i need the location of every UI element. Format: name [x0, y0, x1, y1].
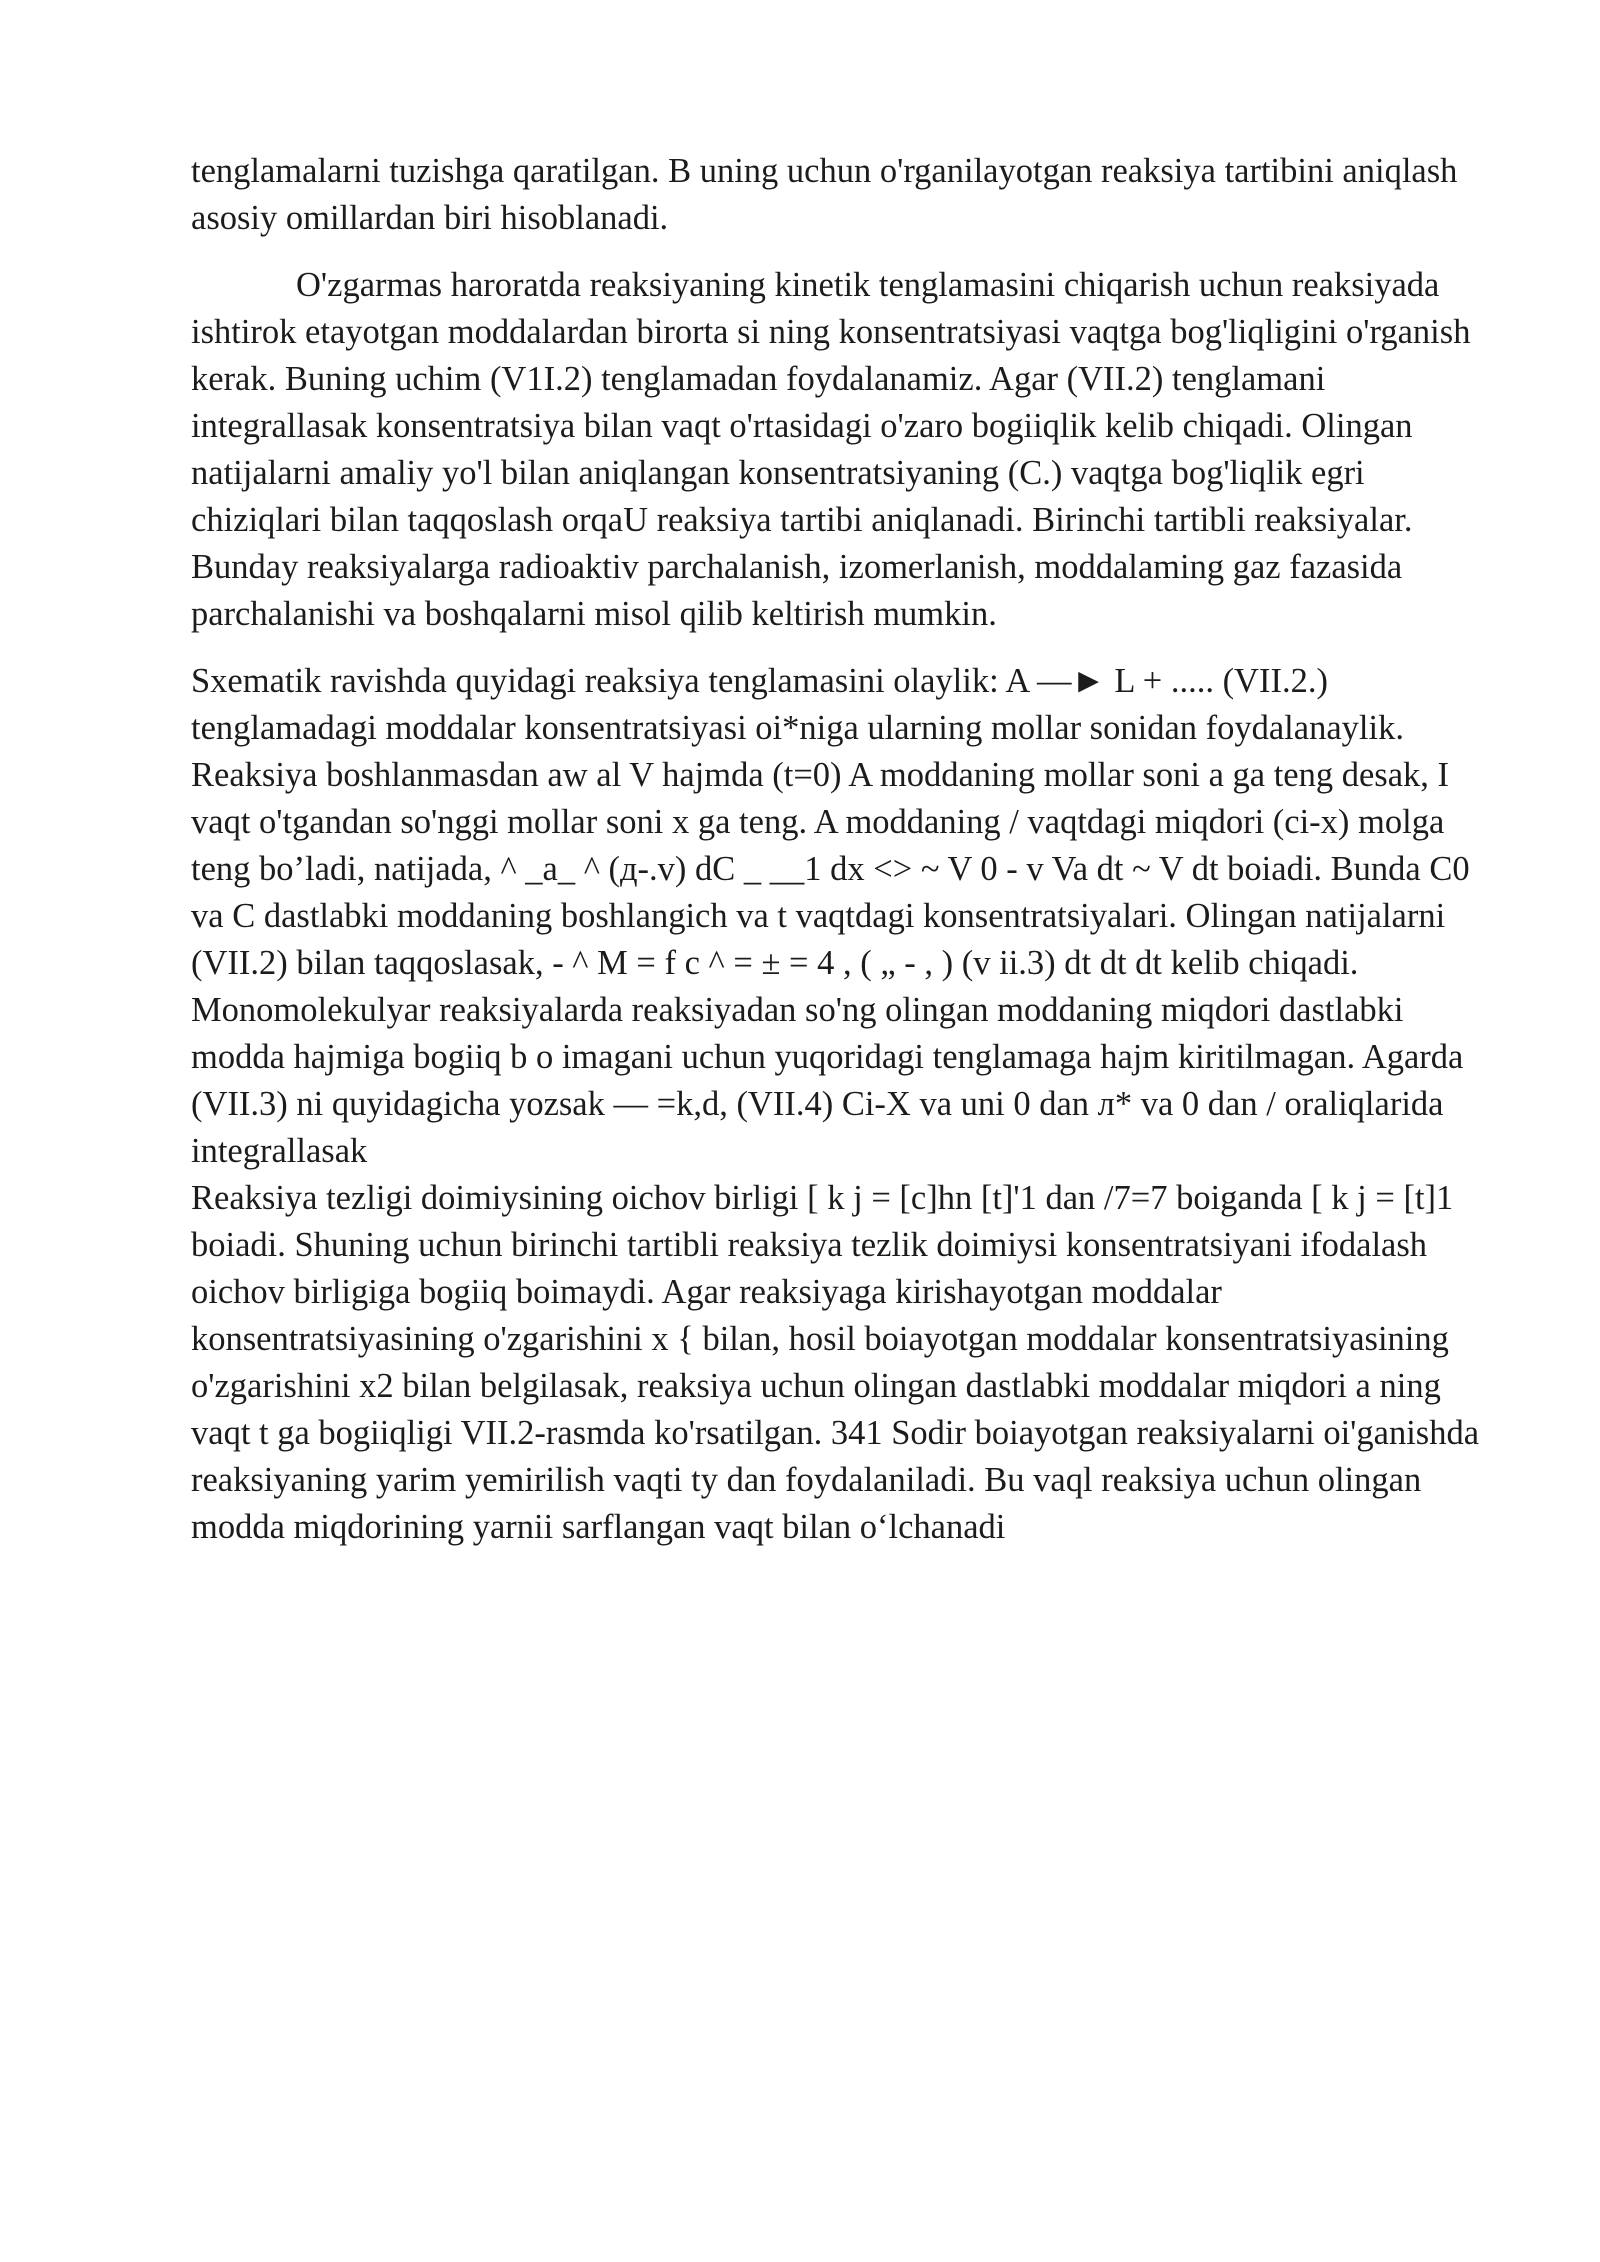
- paragraph-kinetic-equation: O'zgarmas haroratda reaksiyaning kinetik tenglamasini chiqarish uchun reaksiyada ishtirok etayotgan moddalardan birorta si ning konsentratsiyasi vaqtga bog'liqligini o'rganish kerak. Buning uchim (V1I.2) tenglamadan foydalanamiz. Agar (VII.2) tenglamani integrallasak konsentratsiya bilan vaqt o'rtasidagi o'zaro bogiiqlik kelib chiqadi. Olingan natijalarni amaliy yo'l bilan aniqlangan konsentratsiyaning (C.) vaqtga bog'liqlik egri chiziqlari bilan taqqoslash orqaU reaksiya tartibi aniqlanadi. Birinchi tartibli reaksiyalar. Bunday reaksiyalarga radioaktiv parchalanish, izomerlanish, moddalaming gaz fazasida parchalanishi va boshqalarni misol qilib keltirish mumkin.: [191, 266, 1471, 633]
- document-page: [191, 148, 1481, 1551]
- paragraph-intro: tenglamalarni tuzishga qaratilgan. B uning uchun o'rganilayotgan reaksiya tartibini aniqlash asosiy omillardan biri hisoblanadi.: [191, 152, 1458, 237]
- paragraph-rate-constant: Reaksiya tezligi doimiysining oichov birligi [ k j = [c]hn [t]'1 dan /7=7 boiganda [ k j = [t]1 boiadi. Shuning uchun birinchi tartibli reaksiya tezlik doimiysi konsentratsiyani ifodalash oichov birligiga bogiiq boimaydi. Agar reaksiyaga kirishayotgan moddalar konsentratsiyasining o'zgarishini x { bilan, hosil boiayotgan moddalar konsentratsiyasining o'zgarishini x2 bilan belgilasak, reaksiya uchun olingan dastlabki moddalar miqdori a ning vaqt t ga bogiiqligi VII.2-rasmda ko'rsatilgan. 341 Sodir boiayotgan reaksiyalarni oi'ganishda reaksiyaning yarim yemirilish vaqti ty dan foydalaniladi. Bu vaql reaksiya uchun olingan modda miqdorining yarnii sarflangan vaqt bilan o‘lchanadi: [191, 1179, 1480, 1546]
- paragraph-scheme: Sxematik ravishda quyidagi reaksiya tenglamasini olaylik: A —► L + ..... (VII.2.) tenglamadagi moddalar konsentratsiyasi oi*niga ularning mollar sonidan foydalanaylik. Reaksiya boshlanmasdan aw al V hajmda (t=0) A moddaning mollar soni a ga teng desak, I vaqt o'tgandan so'nggi mollar soni x ga teng. A moddaning / vaqtdagi miqdori (ci-x) molga teng bo’ladi, natijada, ^ _a_ ^ (д-.v) dC _ __1 dx <> ~ V 0 - v Va dt ~ V dt boiadi. Bunda C0 va C dastlabki moddaning boshlangich va t vaqtdagi konsentratsiyalari. Olingan natijalarni (VII.2) bilan taqqoslasak, - ^ M = f c ^ = ± = 4 , ( „ - , ) (v ii.3) dt dt dt kelib chiqadi. Monomolekulyar reaksiyalarda reaksiyadan so'ng olingan moddaning miqdori dastlabki modda hajmiga bogiiq b o imagani uchun yuqoridagi tenglamaga hajm kiritilmagan. Agarda (VII.3) ni quyidagicha yozsak — =k,d, (VII.4) Ci-X va uni 0 dan л* va 0 dan / oraliqlarida integrallasak: [191, 662, 1470, 1170]
